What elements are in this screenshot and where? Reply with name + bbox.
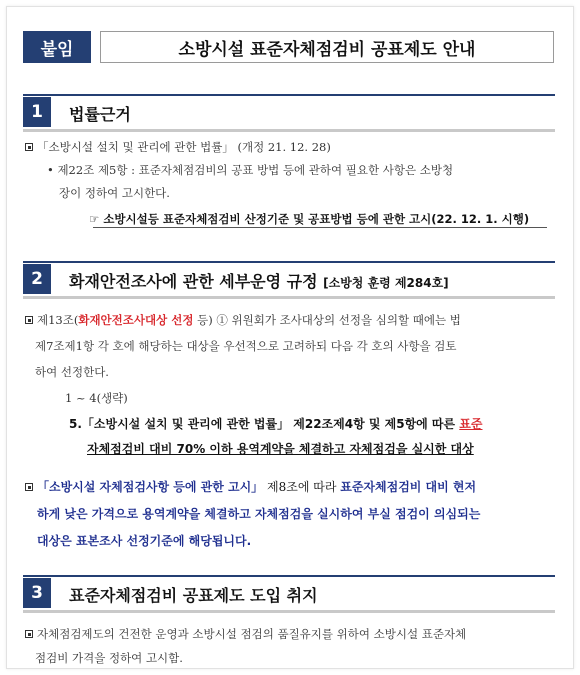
regulation-paragraph-cont: 제7조제1항 각 호에 해당하는 대상을 우선적으로 고려하되 다음 각 호의 사항을 검토: [35, 339, 457, 353]
purpose-paragraph-cont: 점검비 가격을 정하여 고시함.: [35, 651, 183, 665]
highlight-text: 표준: [459, 417, 483, 431]
section-number: 2: [23, 264, 51, 294]
section-number: 3: [23, 578, 51, 608]
notice-paragraph-cont: 대상은 표본조사 선정기준에 해당됩니다.: [37, 534, 252, 548]
section-divider: [23, 94, 555, 96]
law-reference-line: [25, 136, 331, 159]
notice-paragraph-cont: 하게 낮은 가격으로 용역계약을 체결하고 자체점검을 실시하여 부실 점검이 의심되는: [37, 507, 481, 521]
document-title: 소방시설 표준자체점검비 공표제도 안내: [100, 31, 554, 63]
section-underline: [23, 296, 555, 299]
notice-reference: ☞ 소방시설등 표준자체점검비 산정기준 및 공표방법 등에 관한 고시(22. 12. 1. 시행): [89, 212, 530, 226]
square-bullet-icon: [25, 483, 33, 491]
section-divider: [23, 575, 555, 577]
square-bullet-icon: [25, 630, 33, 638]
clause-text: • 제22조 제5항 : 표준자체점검비의 공표 방법 등에 관하여 필요한 사항은 소방청: [47, 163, 454, 177]
omitted-items: 1 ~ 4(생략): [65, 391, 128, 405]
law-revision: (개정 21. 12. 28): [237, 140, 331, 154]
notice-underline: [93, 227, 547, 228]
regulation-paragraph-cont: 하여 선정한다.: [35, 365, 109, 379]
purpose-paragraph: 자체점검제도의 건전한 운영과 소방시설 점검의 품질유지를 위하여 소방시설 표준자체: [25, 623, 466, 646]
item-5-line: 5.「소방시설 설치 및 관리에 관한 법률」 제22조제4항 및 제5항에 따른 표준: [69, 417, 483, 431]
section-title: 법률근거: [69, 105, 131, 124]
section-underline: [23, 610, 555, 613]
document-page: [6, 6, 574, 669]
section-title: [69, 269, 449, 292]
highlight-text: 화재안전조사대상 선정: [78, 313, 194, 327]
section-title-sub: [소방청 훈령 제284호]: [323, 276, 449, 290]
square-bullet-icon: [25, 316, 33, 324]
section-title: 표준자체점검비 공표제도 도입 취지: [69, 586, 318, 605]
section-title-text: 화재안전조사에 관한 세부운영 규정: [69, 272, 318, 291]
square-bullet-icon: [25, 143, 33, 151]
attachment-tag: 붙임: [23, 31, 91, 63]
section-number: 1: [23, 97, 51, 127]
item-5-highlight: 자체점검비 대비 70% 이하 용역계약을 체결하고 자체점검을 실시한 대상: [87, 442, 474, 456]
section-underline: [23, 129, 555, 132]
notice-paragraph: 「소방시설 자체점검사항 등에 관한 고시」 제8조에 따라 표준자체점검비 대비 현저: [25, 474, 476, 501]
regulation-paragraph: 제13조(화재안전조사대상 선정 등) ① 위원회가 조사대상의 선정을 심의할 때에는 법: [25, 309, 461, 332]
clause-text-cont: 장이 정하여 고시한다.: [59, 186, 170, 200]
law-name: 「소방시설 설치 및 관리에 관한 법률」: [37, 140, 234, 154]
section-divider: [23, 261, 555, 263]
